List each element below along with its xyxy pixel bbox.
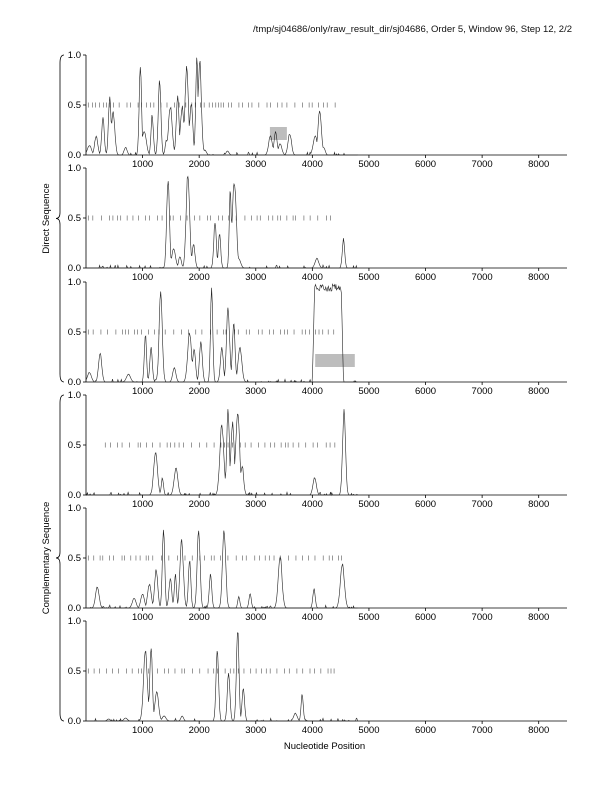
x-tick-label: 3000	[245, 386, 267, 397]
y-tick-label: 0.5	[67, 213, 81, 224]
x-tick-label: 4000	[301, 386, 323, 397]
y-tick-label: 0.5	[67, 666, 81, 677]
region-box	[270, 127, 287, 140]
group-label: Complementary Sequence	[41, 501, 52, 615]
score-series-line	[86, 284, 358, 382]
x-tick-label: 7000	[471, 499, 493, 510]
x-tick-label: 7000	[471, 159, 493, 170]
x-tick-label: 4000	[301, 725, 323, 736]
x-tick-label: 2000	[188, 612, 210, 623]
group-label: Direct Sequence	[41, 183, 52, 254]
x-tick-label: 4000	[301, 159, 323, 170]
x-tick-label: 1000	[132, 725, 154, 736]
x-tick-label: 1000	[132, 272, 154, 283]
x-tick-label: 7000	[471, 725, 493, 736]
x-tick-label: 3000	[245, 612, 267, 623]
x-tick-label: 8000	[528, 725, 550, 736]
x-tick-label: 3000	[245, 272, 267, 283]
y-tick-label: 0.0	[67, 263, 81, 274]
x-tick-label: 8000	[528, 499, 550, 510]
score-series-line	[86, 409, 358, 495]
group-brace	[56, 395, 64, 721]
x-tick-label: 8000	[528, 386, 550, 397]
y-tick-label: 0.0	[67, 377, 81, 388]
x-tick-label: 6000	[414, 272, 437, 283]
x-tick-label: 7000	[471, 386, 493, 397]
x-tick-label: 6000	[414, 386, 437, 397]
x-tick-label: 6000	[414, 159, 437, 170]
x-tick-label: 8000	[528, 159, 550, 170]
y-tick-label: 1.0	[67, 163, 81, 174]
x-tick-label: 8000	[528, 272, 550, 283]
score-series-line	[86, 530, 358, 608]
x-tick-label: 2000	[188, 159, 210, 170]
group-brace	[56, 55, 64, 382]
y-tick-label: 0.5	[67, 100, 81, 111]
x-tick-label: 3000	[245, 725, 267, 736]
region-box	[315, 354, 355, 367]
y-tick-label: 0.0	[67, 603, 81, 614]
x-tick-label: 5000	[358, 725, 380, 736]
y-tick-label: 0.0	[67, 716, 81, 727]
x-tick-label: 6000	[414, 612, 437, 623]
score-series-line	[86, 177, 358, 268]
x-tick-label: 2000	[188, 272, 210, 283]
x-tick-label: 2000	[188, 499, 210, 510]
x-tick-label: 5000	[358, 499, 380, 510]
x-tick-label: 5000	[358, 612, 380, 623]
y-tick-label: 0.5	[67, 553, 81, 564]
x-tick-label: 5000	[358, 272, 380, 283]
x-tick-label: 1000	[132, 499, 154, 510]
x-tick-label: 5000	[358, 386, 380, 397]
x-tick-label: 7000	[471, 612, 493, 623]
x-tick-label: 4000	[301, 272, 323, 283]
y-tick-label: 1.0	[67, 277, 81, 288]
x-tick-label: 4000	[301, 499, 323, 510]
y-tick-label: 0.0	[67, 150, 81, 161]
y-tick-label: 0.5	[67, 327, 81, 338]
chart-title: /tmp/sj04686/only/raw_result_dir/sj04686, Order 5, Window 96, Step 12, 2/2	[253, 24, 572, 35]
x-tick-label: 4000	[301, 612, 323, 623]
x-tick-label: 1000	[132, 159, 154, 170]
y-tick-label: 1.0	[67, 50, 81, 61]
y-tick-label: 0.0	[67, 490, 81, 501]
y-tick-label: 1.0	[67, 503, 81, 514]
x-tick-label: 1000	[132, 386, 154, 397]
x-tick-label: 7000	[471, 272, 493, 283]
x-tick-label: 3000	[245, 499, 267, 510]
x-tick-label: 5000	[358, 159, 380, 170]
x-tick-label: 1000	[132, 612, 154, 623]
x-tick-label: 8000	[528, 612, 550, 623]
y-tick-label: 0.5	[67, 440, 81, 451]
x-tick-label: 6000	[414, 725, 437, 736]
x-tick-label: 2000	[188, 386, 210, 397]
y-tick-label: 1.0	[67, 616, 81, 627]
score-series-line	[86, 633, 358, 721]
y-tick-label: 1.0	[67, 390, 81, 401]
x-axis-label: Nucleotide Position	[283, 741, 366, 752]
x-tick-label: 6000	[414, 499, 437, 510]
x-tick-label: 3000	[245, 159, 267, 170]
x-tick-label: 2000	[188, 725, 210, 736]
